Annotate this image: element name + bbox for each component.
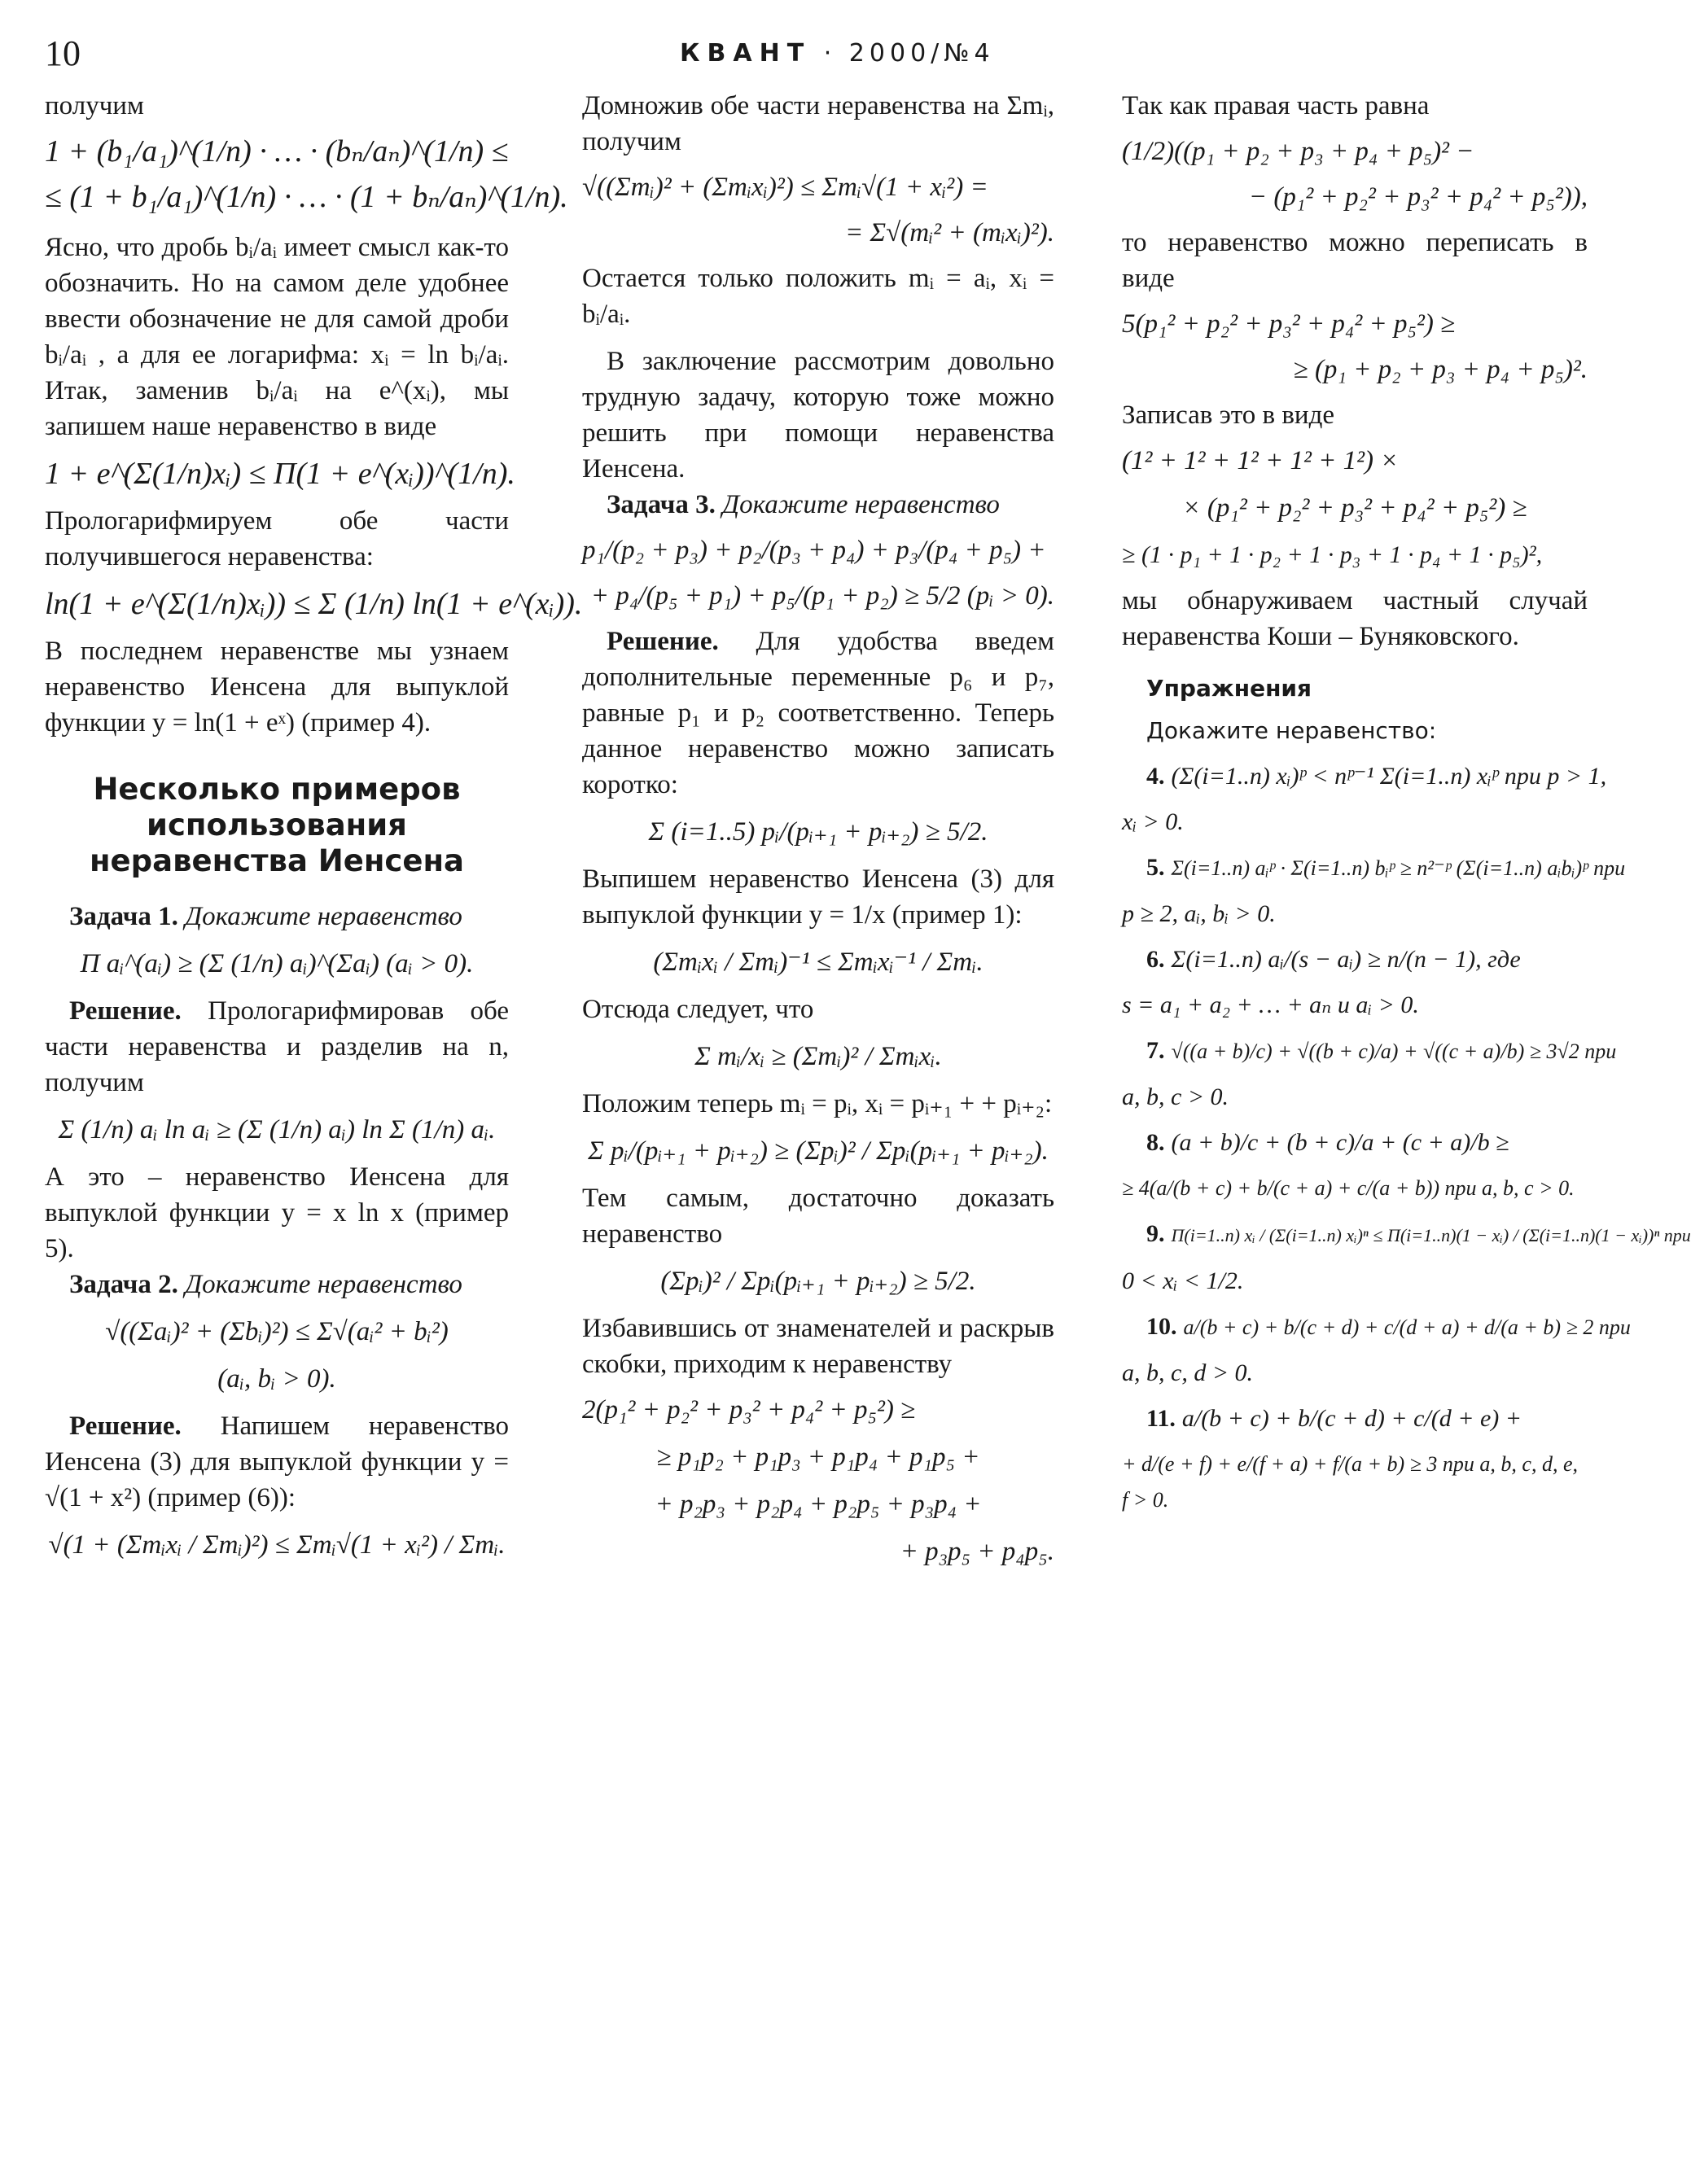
exercise-condition: a, b, c > 0. [1122, 1083, 1229, 1110]
paragraph: Выпишем неравенство Иенсена (3) для выпуклой функции y = 1/x (пример 1): [582, 864, 1054, 930]
formula: − (p₁² + p₂² + p₃² + p₄² + p₅²)), [1248, 182, 1588, 212]
exercise-condition: + d/(e + f) + e/(f + a) + f/(a + b) ≥ 3 при a, b, c, d, e, f > 0. [1122, 1452, 1578, 1512]
paragraph: Записав это в виде [1122, 400, 1335, 430]
exercise-11 [1122, 1401, 1588, 1437]
exercise-condition: a, b, c, d > 0. [1122, 1359, 1254, 1386]
paragraph: Остается только положить mᵢ = aᵢ, xᵢ = bᵢ/aᵢ. [582, 264, 1054, 329]
formula: p₁/(p₂ + p₃) + p₂/(p₃ + p₄) + p₃/(p₄ + p₅) + [582, 536, 1046, 565]
formula: (Σmᵢxᵢ / Σmᵢ)⁻¹ ≤ Σmᵢxᵢ⁻¹ / Σmᵢ. [653, 948, 983, 977]
exercise-8 [1122, 1125, 1588, 1161]
page-header [45, 33, 1584, 81]
formula: Σ (1/n) aᵢ ln aᵢ ≥ (Σ (1/n) aᵢ) ln Σ (1/n) aᵢ. [58, 1115, 496, 1145]
exercise-4 [1122, 759, 1607, 794]
solution-1 [45, 993, 509, 1101]
formula: 5(p₁² + p₂² + p₃² + p₄² + p₅²) ≥ [1122, 309, 1456, 339]
paragraph: Положим теперь mᵢ = pᵢ, xᵢ = pᵢ₊₁ + + pᵢ₊₂: [582, 1089, 1053, 1118]
solution-label: Решение. [607, 627, 719, 656]
column-3 [1122, 88, 1691, 1526]
exercise-formula: Σ(i=1..n) aᵢ/(s − aᵢ) ≥ n/(n − 1), где [1171, 946, 1521, 973]
exercise-5 [1122, 850, 1626, 886]
exercise-formula: a/(b + c) + b/(c + d) + c/(d + e) + [1181, 1405, 1522, 1432]
journal-name: КВАНТ [680, 39, 812, 68]
exercise-formula: (a + b)/c + (b + c)/a + (c + a)/b ≥ [1171, 1129, 1509, 1156]
formula: (Σpᵢ)² / Σpᵢ(pᵢ₊₁ + pᵢ₊₂) ≥ 5/2. [660, 1267, 976, 1296]
exercise-number: 11. [1146, 1405, 1176, 1432]
problem-label: Задача 1. [69, 902, 178, 931]
section-title: Несколько примеров использования неравенства Иенсена [89, 772, 464, 878]
formula: = Σ√(mᵢ² + (mᵢxᵢ)²). [845, 218, 1054, 247]
running-head [680, 39, 995, 68]
solution-label: Решение. [69, 1412, 182, 1441]
exercises-title: Упражнения [1146, 675, 1312, 702]
issue-label: · 2000/№4 [823, 39, 995, 68]
paragraph: Так как правая часть равна [1122, 91, 1430, 120]
formula: √((Σaᵢ)² + (Σbᵢ)²) ≤ Σ√(aᵢ² + bᵢ²) [105, 1317, 449, 1346]
problem-2 [45, 1267, 509, 1302]
formula: √((Σmᵢ)² + (Σmᵢxᵢ)²) ≤ Σmᵢ√(1 + xᵢ²) = [582, 173, 988, 202]
paragraph: В заключение рассмотрим довольно трудную задачу, которую тоже можно решить при помощи неравенства Иенсена. [582, 347, 1054, 484]
formula: Π aᵢ^(aᵢ) ≥ (Σ (1/n) aᵢ)^(Σaᵢ) (aᵢ > 0). [80, 949, 474, 978]
exercise-number: 5. [1146, 854, 1165, 881]
formula: 1 + (b₁/a₁)^(1/n) · … · (bₙ/aₙ)^(1/n) ≤ [45, 134, 509, 169]
exercise-formula: (Σ(i=1..n) xᵢ)ᵖ < nᵖ⁻¹ Σ(i=1..n) xᵢᵖ при p > 1, [1171, 763, 1607, 790]
formula: + p₄/(p₅ + p₁) + p₅/(p₁ + p₂) ≥ 5/2 (pᵢ > 0). [590, 581, 1054, 611]
exercise-formula: √((a + b)/c) + √((b + c)/a) + √((c + a)/b) ≥ 3√2 при [1171, 1039, 1617, 1063]
paragraph: Прологарифмируем обе части получившегося неравенства: [45, 506, 509, 571]
exercise-10 [1122, 1309, 1631, 1346]
paragraph: то неравенство можно переписать в виде [1122, 228, 1588, 293]
formula: ≤ (1 + b₁/a₁)^(1/n) · … · (1 + bₙ/aₙ)^(1/n). [45, 180, 568, 214]
column-1 [45, 88, 583, 1574]
exercise-formula: Π(i=1..n) xᵢ / (Σ(i=1..n) xᵢ)ⁿ ≤ Π(i=1..n)(1 − xᵢ) / (Σ(i=1..n)(1 − xᵢ))ⁿ при [1171, 1225, 1691, 1245]
exercise-number: 8. [1146, 1129, 1165, 1156]
formula: 2(p₁² + p₂² + p₃² + p₄² + p₅²) ≥ [582, 1395, 916, 1425]
formula: (1/2)((p₁ + p₂ + p₃ + p₄ + p₅)² − [1122, 137, 1474, 166]
exercises-subtitle: Докажите неравенство: [1146, 717, 1437, 744]
formula: ≥ p₁p₂ + p₁p₃ + p₁p₄ + p₁p₅ + [656, 1442, 980, 1472]
formula: Σ mᵢ/xᵢ ≥ (Σmᵢ)² / Σmᵢxᵢ. [694, 1042, 942, 1071]
solution-3 [582, 624, 1054, 803]
problem-label: Задача 2. [69, 1270, 178, 1299]
exercise-number: 4. [1146, 763, 1165, 790]
formula: Σ pᵢ/(pᵢ₊₁ + pᵢ₊₂) ≥ (Σpᵢ)² / Σpᵢ(pᵢ₊₁ + pᵢ₊₂). [588, 1136, 1049, 1166]
exercise-condition: p ≥ 2, aᵢ, bᵢ > 0. [1122, 900, 1276, 927]
exercise-formula: a/(b + c) + b/(c + d) + c/(d + a) + d/(a + b) ≥ 2 при [1183, 1315, 1631, 1339]
problem-text: Докажите неравенство [185, 1270, 462, 1299]
formula: ≥ (1 · p₁ + 1 · p₂ + 1 · p₃ + 1 · p₄ + 1 · p₅)², [1122, 541, 1543, 568]
exercise-number: 6. [1146, 946, 1165, 973]
formula: + p₃p₅ + p₄p₅. [900, 1537, 1054, 1566]
paragraph: Избавившись от знаменателей и раскрыв скобки, приходим к неравенству [582, 1314, 1054, 1379]
solution-text: Напишем неравенство Иенсена (3) для выпуклой функции y = √(1 + x²) (пример (6)): [45, 1412, 509, 1512]
paragraph: В последнем неравенстве мы узнаем неравенство Иенсена для выпуклой функции y = ln(1 + eˣ) (пример 4). [45, 637, 509, 737]
exercise-condition: s = a₁ + a₂ + … + aₙ и aᵢ > 0. [1122, 991, 1419, 1018]
exercise-list [1122, 759, 1691, 1518]
problem-text: Докажите неравенство [722, 490, 1000, 519]
column-2 [582, 88, 1054, 1579]
formula: 1 + e^(Σ(1/n)xᵢ) ≤ Π(1 + e^(xᵢ))^(1/n). [45, 457, 515, 491]
exercise-condition: ≥ 4(a/(b + c) + b/(c + a) + c/(a + b)) при a, b, c > 0. [1122, 1176, 1575, 1200]
exercise-formula: Σ(i=1..n) aᵢᵖ · Σ(i=1..n) bᵢᵖ ≥ n²⁻ᵖ (Σ(i=1..n) aᵢbᵢ)ᵖ при [1171, 856, 1626, 880]
formula: ln(1 + e^(Σ(1/n)xᵢ)) ≤ Σ (1/n) ln(1 + e^(xᵢ)). [45, 587, 583, 621]
problem-text: Докажите неравенство [185, 902, 462, 931]
exercise-number: 7. [1146, 1037, 1165, 1064]
paragraph: Тем самым, достаточно доказать неравенство [582, 1184, 1054, 1249]
formula: + p₂p₃ + p₂p₄ + p₂p₅ + p₃p₄ + [655, 1490, 982, 1519]
paragraph: Домножив обе части неравенства на Σmᵢ, получим [582, 91, 1054, 156]
solution-2 [45, 1408, 509, 1516]
paragraph: А это – неравенство Иенсена для выпуклой функции y = x ln x (пример 5). [45, 1162, 509, 1263]
formula: (1² + 1² + 1² + 1² + 1²) × [1122, 446, 1399, 475]
formula: ≥ (p₁ + p₂ + p₃ + p₄ + p₅)². [1293, 355, 1588, 384]
exercise-6 [1122, 942, 1588, 978]
paragraph: получим [45, 91, 144, 120]
paragraph: мы обнаруживаем частный случай неравенства Коши – Буняковского. [1122, 586, 1588, 651]
exercise-number: 10. [1146, 1313, 1177, 1340]
solution-label: Решение. [69, 996, 182, 1026]
problem-3 [582, 487, 1054, 523]
paragraph: Отсюда следует, что [582, 995, 814, 1024]
paragraph: Ясно, что дробь bᵢ/aᵢ имеет смысл как-то обозначить. Но на самом деле удобнее ввести обозначение не для самой дроби bᵢ/aᵢ , а для ее логарифма: xᵢ = ln bᵢ/aᵢ. Итак, заменив bᵢ/aᵢ на e^(xᵢ), мы запишем наше неравенство в виде [45, 233, 509, 441]
exercise-9 [1122, 1216, 1691, 1254]
page-number: 10 [45, 33, 81, 73]
formula: × (p₁² + p₂² + p₃² + p₄² + p₅²) ≥ [1182, 493, 1527, 523]
exercise-number: 9. [1146, 1220, 1165, 1247]
exercise-condition: xᵢ > 0. [1122, 808, 1184, 835]
solution-text: Для удобства введем дополнительные переменные p₆ и p₇, равные p₁ и p₂ соответственно. Теперь данное неравенство можно записать коротко: [582, 627, 1054, 799]
formula: (aᵢ, bᵢ > 0). [217, 1364, 336, 1394]
formula: √(1 + (Σmᵢxᵢ / Σmᵢ)²) ≤ Σmᵢ√(1 + xᵢ²) / Σmᵢ. [48, 1530, 506, 1560]
solution-text: Прологарифмировав обе части неравенства и разделив на n, получим [45, 996, 510, 1097]
problem-label: Задача 3. [607, 490, 716, 519]
formula: Σ (i=1..5) pᵢ/(pᵢ₊₁ + pᵢ₊₂) ≥ 5/2. [648, 817, 988, 847]
exercise-condition: 0 < xᵢ < 1/2. [1122, 1267, 1244, 1294]
exercise-7 [1122, 1033, 1617, 1070]
problem-1 [45, 899, 509, 934]
